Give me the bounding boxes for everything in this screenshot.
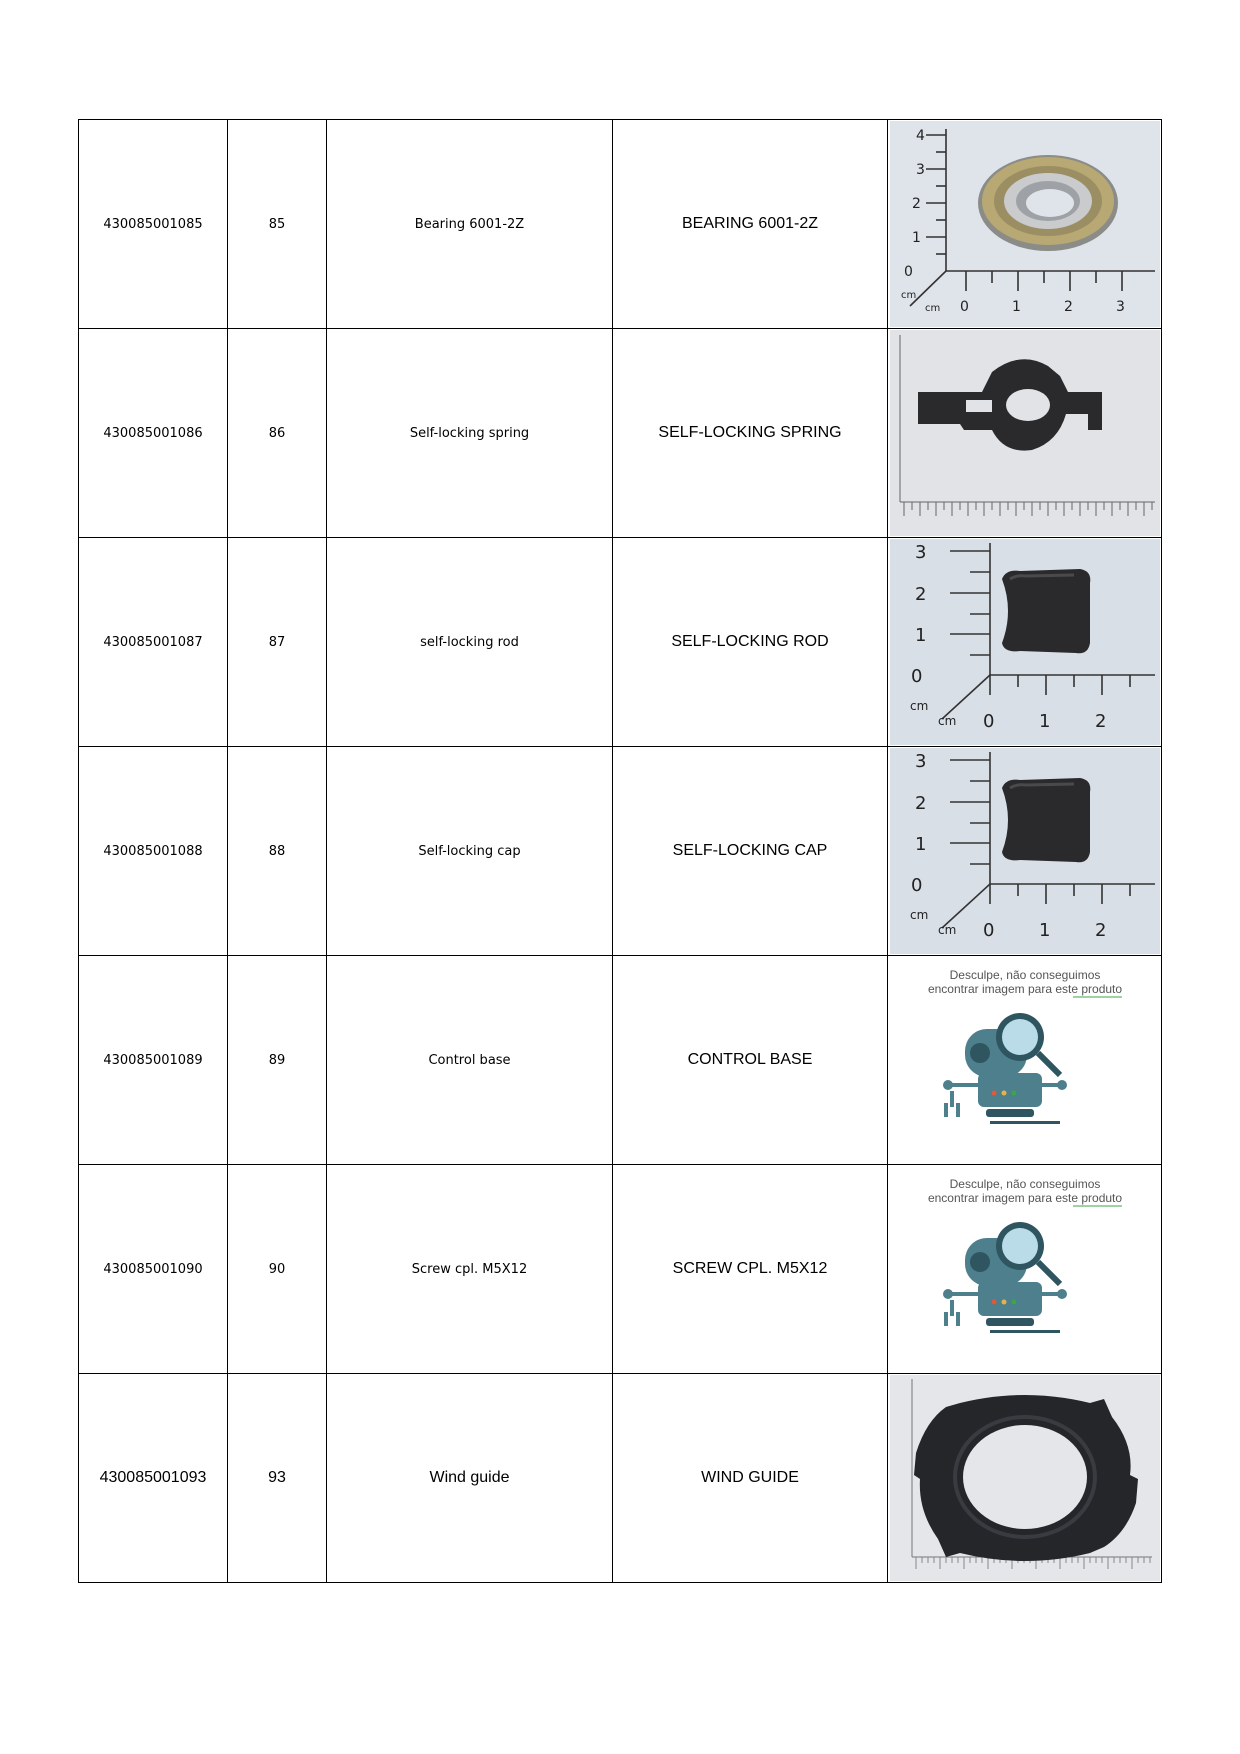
- ruler-label: 3: [915, 162, 925, 178]
- part-description: self-locking rod: [327, 538, 613, 747]
- no-image-placeholder: [890, 1166, 1160, 1372]
- part-description: Screw cpl. M5X12: [327, 1165, 613, 1374]
- position-number: 87: [228, 538, 327, 747]
- ruler-label: 2: [914, 793, 926, 814]
- part-description-upper: SELF-LOCKING SPRING: [613, 329, 888, 538]
- ruler-label: cm: [937, 923, 956, 937]
- part-code: 430085001086: [79, 329, 228, 538]
- part-description-upper: SELF-LOCKING ROD: [613, 538, 888, 747]
- part-code: 430085001090: [79, 1165, 228, 1374]
- position-number: 93: [228, 1374, 327, 1583]
- ruler-label: 1: [1011, 299, 1021, 315]
- no-image-line2: encontrar imagem para este produto: [927, 982, 1122, 996]
- ruler-label: 0: [959, 299, 969, 315]
- part-image-cell: [888, 329, 1162, 538]
- table-row: [79, 538, 1162, 747]
- ruler-label: 1: [914, 625, 926, 646]
- part-code: 430085001088: [79, 747, 228, 956]
- position-number: 89: [228, 956, 327, 1165]
- part-image-cell: [888, 1374, 1162, 1583]
- part-description: Wind guide: [327, 1374, 613, 1583]
- ruler-label: 0: [982, 920, 994, 941]
- position-number: 90: [228, 1165, 327, 1374]
- ruler-label: 3: [914, 542, 926, 563]
- no-image-line1: Desculpe, não conseguimos: [949, 968, 1100, 982]
- table-row: [79, 329, 1162, 538]
- part-description-upper: SCREW CPL. M5X12: [613, 1165, 888, 1374]
- part-description: Self-locking spring: [327, 329, 613, 538]
- ruler-label: 2: [1063, 299, 1073, 315]
- part-image-cell: [888, 538, 1162, 747]
- ruler-label: 1: [1038, 711, 1050, 732]
- ruler-label: 0: [903, 264, 913, 280]
- part-description-upper: SELF-LOCKING CAP: [613, 747, 888, 956]
- ruler-label: cm: [909, 699, 928, 713]
- spring-photo: [890, 330, 1160, 536]
- part-image-cell: [888, 956, 1162, 1165]
- cap-photo: [890, 748, 1160, 954]
- ruler-label: 0: [910, 875, 922, 896]
- ruler-label: 1: [911, 230, 921, 246]
- ruler-label: 1: [914, 834, 926, 855]
- part-image-cell: [888, 747, 1162, 956]
- part-code: 430085001089: [79, 956, 228, 1165]
- part-description-upper: CONTROL BASE: [613, 956, 888, 1165]
- part-description-upper: BEARING 6001-2Z: [613, 120, 888, 329]
- ruler-label: 1: [1038, 920, 1050, 941]
- table-row: [79, 1374, 1162, 1583]
- ruler-label: 2: [911, 196, 921, 212]
- table-row: [79, 747, 1162, 956]
- rod-photo: [890, 539, 1160, 745]
- position-number: 85: [228, 120, 327, 329]
- ruler-label: 4: [915, 128, 925, 144]
- ruler-label: cm: [937, 714, 956, 728]
- ruler-label: 0: [982, 711, 994, 732]
- part-code: 430085001087: [79, 538, 228, 747]
- wind-guide-photo: [890, 1375, 1160, 1581]
- part-code: 430085001085: [79, 120, 228, 329]
- part-description-upper: WIND GUIDE: [613, 1374, 888, 1583]
- no-image-line1: Desculpe, não conseguimos: [949, 1177, 1100, 1191]
- ruler-label: 0: [910, 666, 922, 687]
- ruler-label: 2: [914, 584, 926, 605]
- part-description: Control base: [327, 956, 613, 1165]
- table-row: [79, 120, 1162, 329]
- ruler-label: cm: [924, 303, 940, 314]
- part-description: Self-locking cap: [327, 747, 613, 956]
- no-image-placeholder: [890, 957, 1160, 1163]
- part-code: 430085001093: [79, 1374, 228, 1583]
- position-number: 86: [228, 329, 327, 538]
- table-row: [79, 956, 1162, 1165]
- no-image-line2: encontrar imagem para este produto: [927, 1191, 1122, 1205]
- parts-table: [78, 119, 1162, 1583]
- position-number: 88: [228, 747, 327, 956]
- ruler-label: 3: [914, 751, 926, 772]
- bearing-photo: [890, 121, 1160, 327]
- part-image-cell: [888, 1165, 1162, 1374]
- ruler-label: 2: [1094, 920, 1106, 941]
- part-description: Bearing 6001-2Z: [327, 120, 613, 329]
- table-row: [79, 1165, 1162, 1374]
- ruler-label: cm: [909, 908, 928, 922]
- ruler-label: 2: [1094, 711, 1106, 732]
- part-image-cell: [888, 120, 1162, 329]
- ruler-label: 3: [1115, 299, 1125, 315]
- ruler-label: cm: [900, 290, 916, 301]
